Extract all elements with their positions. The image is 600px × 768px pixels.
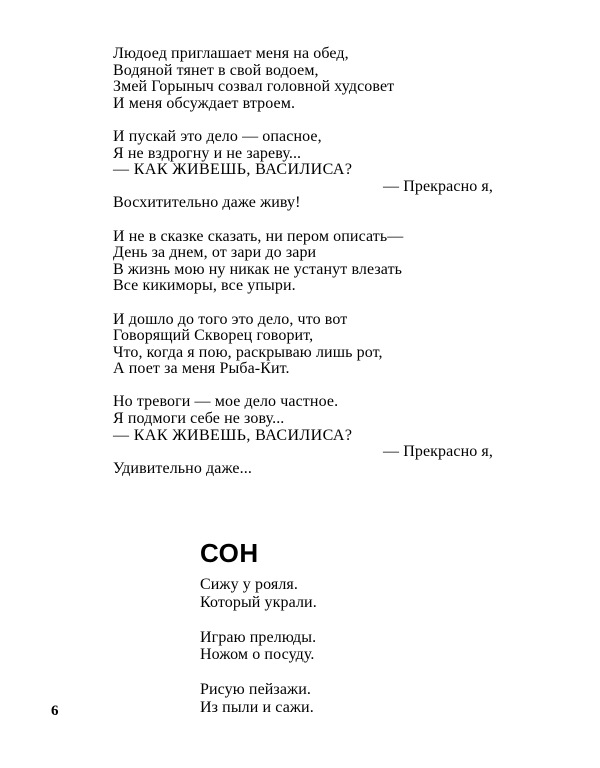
poem-son bbox=[200, 576, 460, 734]
verse-line: В жизнь мою ну никак не устанут влезать bbox=[113, 260, 403, 278]
poem-title: СОН bbox=[200, 538, 259, 568]
verse-line: Из пыли и сажи. bbox=[200, 698, 314, 716]
poem-vasilisa bbox=[113, 46, 493, 494]
verse-line: Я не вздрогну и не зареву... bbox=[113, 144, 302, 162]
verse-line: Все кикиморы, все упыри. bbox=[113, 277, 296, 295]
verse-line: Людоед приглашает меня на обед, bbox=[113, 45, 349, 62]
stanza-1 bbox=[113, 46, 493, 112]
verse-line: И пускай это дело — опасное, bbox=[113, 127, 322, 145]
stanza-2 bbox=[200, 629, 460, 664]
verse-line-answer: — Прекрасно я, bbox=[383, 443, 493, 461]
stanza-3 bbox=[113, 229, 493, 295]
verse-line: Водяной тянет в свой водоем, bbox=[113, 61, 319, 79]
verse-line: Который украли. bbox=[200, 593, 317, 611]
stanza-5 bbox=[113, 394, 493, 477]
verse-line: Сижу у рояля. bbox=[200, 576, 298, 593]
verse-line: Ножом о посуду. bbox=[200, 646, 315, 663]
verse-line: Играю прелюды. bbox=[200, 628, 317, 646]
verse-line: Но тревоги — мое дело частное. bbox=[113, 393, 339, 411]
verse-line: Говорящий Скворец говорит, bbox=[113, 327, 314, 345]
verse-line: И не в сказке сказать, ни пером описать— bbox=[113, 227, 404, 245]
verse-line: И дошло до того это дело, что вот bbox=[113, 310, 348, 328]
verse-line-question: — КАК ЖИВЕШЬ, ВАСИЛИСА? bbox=[113, 161, 353, 179]
page-number: 6 bbox=[51, 703, 59, 719]
verse-line: Змей Горыныч созвал головной худсовет bbox=[113, 78, 395, 96]
stanza-3 bbox=[200, 681, 460, 716]
verse-line-question: — КАК ЖИВЕШЬ, ВАСИЛИСА? bbox=[113, 426, 353, 444]
verse-line: Восхитительно даже живу! bbox=[113, 194, 301, 212]
verse-line: Я подмоги себе не зову... bbox=[113, 410, 285, 428]
stanza-1 bbox=[200, 576, 460, 611]
verse-line: Удивительно даже... bbox=[113, 459, 252, 477]
verse-line: День за днем, от зари до зари bbox=[113, 244, 317, 262]
stanza-4 bbox=[113, 312, 493, 378]
verse-line-answer: — Прекрасно я, bbox=[383, 177, 493, 195]
verse-line: Рисую пейзажи. bbox=[200, 681, 311, 698]
verse-line: Что, когда я пою, раскрываю лишь рот, bbox=[113, 343, 383, 361]
verse-line: А поет за меня Рыба-Кит. bbox=[113, 360, 290, 378]
stanza-2 bbox=[113, 129, 493, 212]
verse-line: И меня обсуждает втроем. bbox=[113, 94, 296, 112]
